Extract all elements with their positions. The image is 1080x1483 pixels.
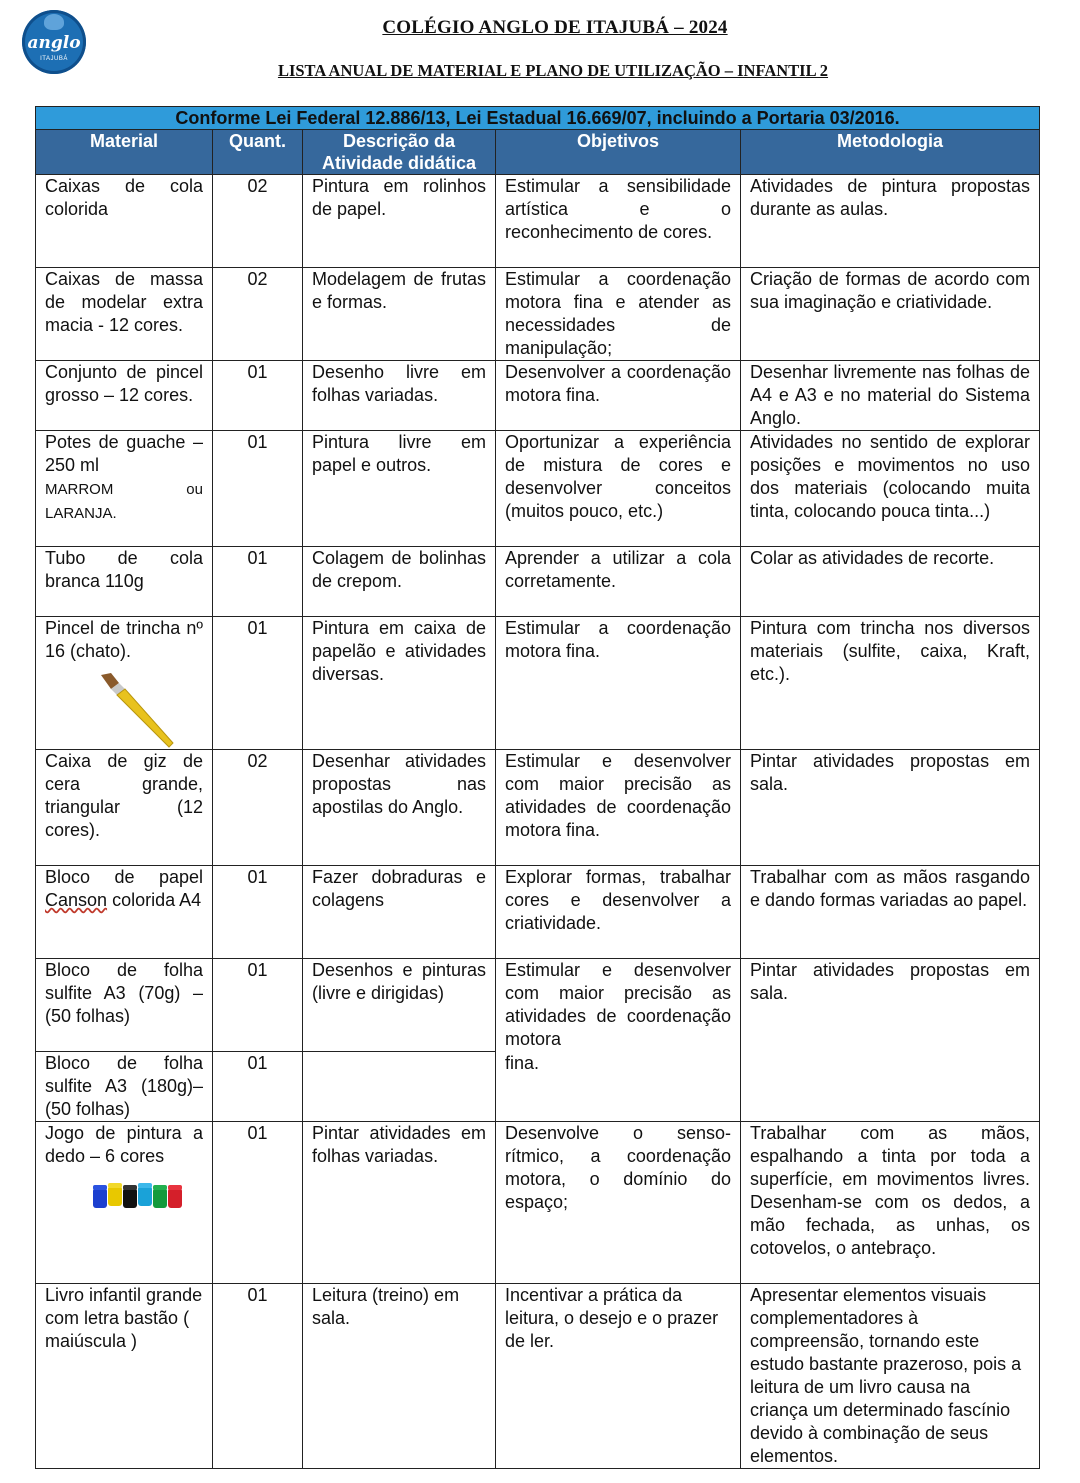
cell-metodologia: Apresentar elementos visuais complementadores à compreensão, tornando este estudo bastante prazeroso, pois a leitura de um livro causa na criança um determinado fascínio devido à combinação de seus elementos. bbox=[741, 1284, 1040, 1469]
table-row bbox=[36, 617, 1040, 750]
cell-material-text: Pincel de trincha nº 16 (chato). bbox=[45, 618, 203, 661]
cell-objetivos: Estimular e desenvolver com maior precisão as atividades de coordenação motora bbox=[496, 959, 741, 1052]
col-header-material: Material bbox=[36, 130, 213, 175]
finger-paint-jars-icon bbox=[91, 1180, 187, 1212]
table-row bbox=[36, 959, 1040, 1052]
col-header-objetivos: Objetivos bbox=[496, 130, 741, 175]
logo-subtext: ITAJUBÁ bbox=[40, 56, 68, 62]
cell-quant: 01 bbox=[213, 1052, 303, 1122]
cell-objetivos: Estimular a sensibilidade artística e o reconhecimento de cores. bbox=[496, 175, 741, 268]
cell-material-color: MARROM ou LARANJA. bbox=[45, 481, 203, 522]
law-banner-row bbox=[36, 107, 1040, 130]
cell-metodologia: Desenhar livremente nas folhas de A4 e A3 e no material do Sistema Anglo. bbox=[741, 361, 1040, 431]
table-row bbox=[36, 1284, 1040, 1469]
cell-descricao: Fazer dobraduras e colagens bbox=[303, 866, 496, 959]
cell-objetivos: Oportunizar a experiência de mistura de cores e desenvolver conceitos (muitos pouco, etc.) bbox=[496, 431, 741, 547]
table-row bbox=[36, 1122, 1040, 1284]
cell-objetivos: Incentivar a prática da leitura, o desejo e o prazer de ler. bbox=[496, 1284, 741, 1469]
cell-material-text: Jogo de pintura a dedo – 6 cores bbox=[45, 1123, 203, 1166]
cell-quant: 02 bbox=[213, 268, 303, 361]
cell-descricao: Pintura em caixa de papelão e atividades diversas. bbox=[303, 617, 496, 750]
cell-objetivos: Estimular a coordenação motora fina e atender as necessidades de manipulação; bbox=[496, 268, 741, 361]
cell-quant: 01 bbox=[213, 617, 303, 750]
cell-material: Caixas de massa de modelar extra macia - 12 cores. bbox=[36, 268, 213, 361]
cell-quant: 01 bbox=[213, 866, 303, 959]
table-row bbox=[36, 268, 1040, 361]
col-header-quant: Quant. bbox=[213, 130, 303, 175]
cell-objetivos: Aprender a utilizar a cola corretamente. bbox=[496, 547, 741, 617]
paintbrush-icon bbox=[97, 671, 177, 749]
cell-quant: 02 bbox=[213, 175, 303, 268]
cell-metodologia: Atividades de pintura propostas durante as aulas. bbox=[741, 175, 1040, 268]
cell-objetivos: fina. bbox=[496, 1052, 741, 1122]
cell-objetivos: Explorar formas, trabalhar cores e desenvolver a criatividade. bbox=[496, 866, 741, 959]
cell-material-text-c: colorida A4 bbox=[112, 890, 202, 910]
cell-metodologia: Pintar atividades propostas em sala. bbox=[741, 959, 1040, 1122]
cell-objetivos: Estimular a coordenação motora fina. bbox=[496, 617, 741, 750]
col-header-descricao-2: Atividade didática bbox=[321, 153, 477, 173]
cell-quant: 01 bbox=[213, 361, 303, 431]
cell-metodologia: Pintar atividades propostas em sala. bbox=[741, 750, 1040, 866]
cell-quant: 01 bbox=[213, 547, 303, 617]
cell-quant: 01 bbox=[213, 1122, 303, 1284]
cell-descricao: Colagem de bolinhas de crepom. bbox=[303, 547, 496, 617]
cell-objetivos: Desenvolve o senso-rítmico, a coordenação motora, o domínio do espaço; bbox=[496, 1122, 741, 1284]
cell-material: Caixa de giz de cera grande, triangular (12 cores). bbox=[36, 750, 213, 866]
cell-metodologia: Trabalhar com as mãos, espalhando a tinta por toda a superfície, em movimentos livres. Desenham-se com os dedos, a mão fechada, as unhas, os cotovelos, o antebraço. bbox=[741, 1122, 1040, 1284]
cell-descricao: Pintura livre em papel e outros. bbox=[303, 431, 496, 547]
table-row bbox=[36, 866, 1040, 959]
cell-descricao: Pintar atividades em folhas variadas. bbox=[303, 1122, 496, 1284]
cell-material: Bloco de folha sulfite A3 (70g) – (50 folhas) bbox=[36, 959, 213, 1052]
cell-material: Caixas de cola colorida bbox=[36, 175, 213, 268]
cell-metodologia: Trabalhar com as mãos rasgando e dando formas variadas ao papel. bbox=[741, 866, 1040, 959]
cell-material bbox=[36, 431, 213, 547]
cell-quant: 01 bbox=[213, 431, 303, 547]
table-row bbox=[36, 431, 1040, 547]
col-header-metodologia: Metodologia bbox=[741, 130, 1040, 175]
cell-descricao: Desenhos e pinturas (livre e dirigidas) bbox=[303, 959, 496, 1052]
table-row bbox=[36, 361, 1040, 431]
cell-material: Bloco de folha sulfite A3 (180g)– (50 folhas) bbox=[36, 1052, 213, 1122]
cell-descricao: Desenhar atividades propostas nas apostilas do Anglo. bbox=[303, 750, 496, 866]
cell-material: Conjunto de pincel grosso – 12 cores. bbox=[36, 361, 213, 431]
cell-material-text: Potes de guache – 250 ml bbox=[45, 432, 203, 475]
cell-material-text-b: Canson bbox=[45, 890, 108, 910]
law-banner: Conforme Lei Federal 12.886/13, Lei Estadual 16.669/07, incluindo a Portaria 03/2016. bbox=[36, 107, 1040, 130]
header-row bbox=[36, 130, 1040, 175]
page-subtitle: LISTA ANUAL DE MATERIAL E PLANO DE UTILIZAÇÃO – INFANTIL 2 bbox=[277, 61, 829, 80]
cell-metodologia: Criação de formas de acordo com sua imaginação e criatividade. bbox=[741, 268, 1040, 361]
cell-material-text-a: Bloco de papel bbox=[45, 867, 203, 887]
logo-text: anglo bbox=[27, 33, 81, 53]
cell-metodologia: Colar as atividades de recorte. bbox=[741, 547, 1040, 617]
cell-descricao bbox=[303, 1052, 496, 1122]
table-row bbox=[36, 750, 1040, 866]
cell-material bbox=[36, 866, 213, 959]
table-row bbox=[36, 547, 1040, 617]
cell-metodologia: Atividades no sentido de explorar posições e movimentos no uso dos materiais (colocando muita tinta, colocando pouca tinta...) bbox=[741, 431, 1040, 547]
cell-descricao: Leitura (treino) em sala. bbox=[303, 1284, 496, 1469]
cell-material bbox=[36, 617, 213, 750]
cell-descricao: Pintura em rolinhos de papel. bbox=[303, 175, 496, 268]
cell-descricao: Desenho livre em folhas variadas. bbox=[303, 361, 496, 431]
page-title: COLÉGIO ANGLO DE ITAJUBÁ – 2024 bbox=[382, 17, 728, 38]
cell-descricao: Modelagem de frutas e formas. bbox=[303, 268, 496, 361]
cell-material: Livro infantil grande com letra bastão ( maiúscula ) bbox=[36, 1284, 213, 1469]
cell-material: Tubo de cola branca 110g bbox=[36, 547, 213, 617]
cell-quant: 01 bbox=[213, 1284, 303, 1469]
col-header-descricao-1: Descrição da bbox=[342, 131, 456, 151]
cell-metodologia: Pintura com trincha nos diversos materiais (sulfite, caixa, Kraft, etc.). bbox=[741, 617, 1040, 750]
cell-objetivos: Desenvolver a coordenação motora fina. bbox=[496, 361, 741, 431]
table-row bbox=[36, 175, 1040, 268]
cell-quant: 01 bbox=[213, 959, 303, 1052]
material-table bbox=[35, 106, 1040, 1469]
cell-material bbox=[36, 1122, 213, 1284]
cell-quant: 02 bbox=[213, 750, 303, 866]
cell-objetivos: Estimular e desenvolver com maior precisão as atividades de coordenação motora fina. bbox=[496, 750, 741, 866]
col-header-descricao bbox=[303, 130, 496, 175]
